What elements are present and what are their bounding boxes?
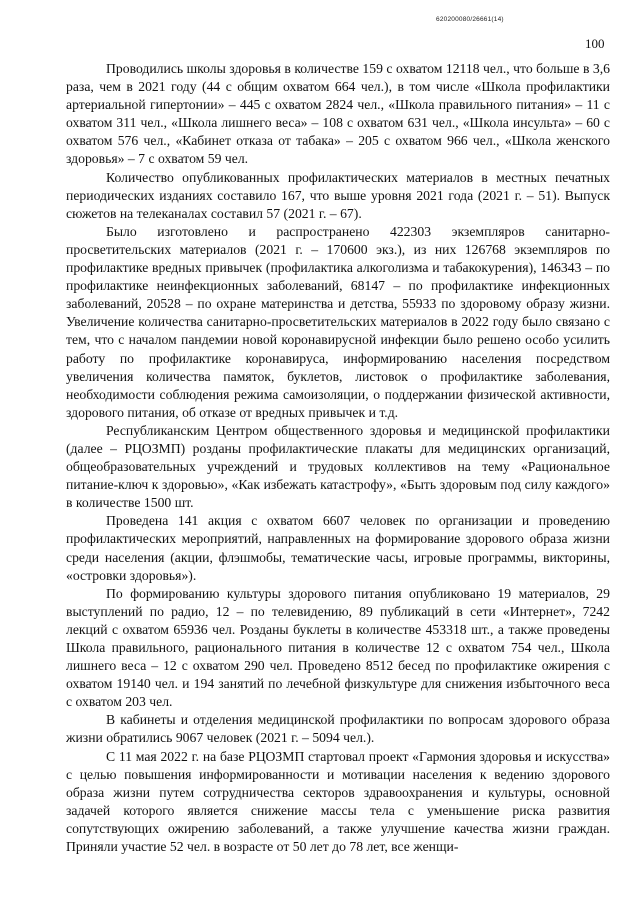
body-text bbox=[66, 60, 610, 856]
paragraph-healthy-nutrition: По формированию культуры здорового питания опубликовано 19 материалов, 29 выступлений по радио, 12 – по телевидению, 89 публикаций в сети «Интернет», 7242 лекций с охватом 65936 чел. Розданы буклеты в количестве 453318 шт., а также проведены Школа правильного, рационального питания в количестве 12 с охватом 754 чел., Школа лишнего веса – 12 с охватом 290 чел. Проведено 8512 бесед по профилактике ожирения с охватом 19140 чел. и 194 занятий по лечебной физкультуре для снижения избыточного веса с охватом 203 чел. bbox=[66, 585, 610, 710]
paragraph-prevention-offices: В кабинеты и отделения медицинской профилактики по вопросам здорового образа жизни обратились 9067 человек (2021 г. – 5094 чел.). bbox=[66, 712, 610, 746]
page-number: 100 bbox=[585, 36, 605, 51]
document-id: 620200080/26661(14) bbox=[436, 16, 504, 23]
paragraph-health-schools: Проводились школы здоровья в количестве 159 с охватом 12118 чел., что больше в 3,6 раза, чем в 2021 году (44 с общим охватом 664 чел.), в том числе «Школа профилактики артериальной гипертонии» – 445 с охватом 2824 чел., «Школа правильного питания» – 11 с охватом 311 чел., «Школа лишнего веса» – 108 с охватом 631 чел., «Школа инсульта» – 60 с охватом 576 чел., «Кабинет отказа от табака» – 205 с охватом 966 чел., «Школа женского здоровья» – 7 с охватом 59 чел. bbox=[66, 61, 610, 167]
paragraph-posters: Республиканским Центром общественного здоровья и медицинской профилактики (далее – РЦОЗМП) розданы профилактические плакаты для медицинских организаций, общеобразовательных учреждений и трудовых коллективов на тему «Рациональное питание-ключ к здоровью», «Как избежать катастрофу», «Быть здоровым под силу каждого» в количестве 1500 шт. bbox=[66, 422, 610, 511]
paragraph-harmony-project: С 11 мая 2022 г. на базе РЦОЗМП стартовал проект «Гармония здоровья и искусства» с целью повышения информированности и мотивации населения к ведению здорового образа жизни путем сотрудничества секторов здравоохранения и культуры, основной задачей которого является снижение массы тела с уменьшение риска развития сопутствующих ожирению заболеваний, а также улучшение качества жизни граждан. Приняли участие 52 чел. в возрасте от 50 лет до 78 лет, все женщи- bbox=[66, 748, 610, 855]
paragraph-publications: Количество опубликованных профилактических материалов в местных печатных периодических изданиях составило 167, что выше уровня 2021 года (2021 г. – 51). Выпуск сюжетов на телеканалах составил 57 (2021 г. – 67). bbox=[66, 169, 610, 221]
paragraph-educational-materials: Было изготовлено и распространено 422303 экземпляров санитарно-просветительских материалов (2021 г. – 170600 экз.), из них 126768 экземпляров по профилактике вредных привычек (профилактика алкоголизма и табакокурения), 146343 – по профилактике неинфекционных заболеваний, 68147 – по профилактике инфекционных заболеваний, 20528 – по охране материнства и детства, 55933 по здоровому образу жизни. Увеличение количества санитарно-просветительских материалов в 2022 году было связано с тем, что с началом пандемии новой коронавирусной инфекции было решено особо усилить работу по профилактике коронавируса, информированию населения посредством увеличения количества памяток, буклетов, листовок о профилактике заболевания, необходимости соблюдения режима самоизоляции, о поддержании физической активности, здорового питания, об отказе от вредных привычек и т.д. bbox=[66, 223, 610, 420]
paragraph-campaigns: Проведена 141 акция с охватом 6607 человек по организации и проведению профилактических мероприятий, направленных на формирование здорового образа жизни среди населения (акции, флэшмобы, тематические часы, игровые программы, викторины, «островки здоровья»). bbox=[66, 513, 610, 583]
